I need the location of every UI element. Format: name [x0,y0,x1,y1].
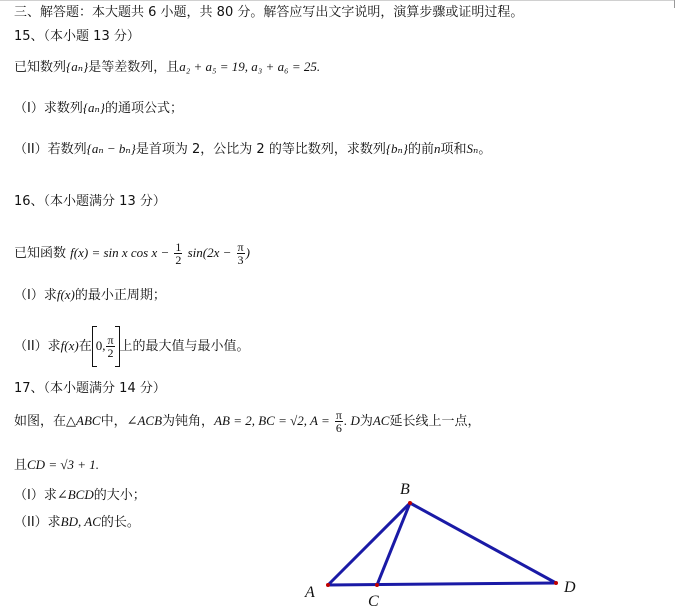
point-d [554,581,558,585]
segment-ad [328,583,556,585]
q16-p2-suffix: 上的最大值与最小值。 [119,339,250,354]
q17-p1-suffix: 的大小； [93,488,146,503]
q16-stem-eq3: ) [245,245,250,260]
q16-interval-a: 0, [95,338,106,353]
label-a: A [305,584,315,601]
q17-line2-prefix: 且 [14,458,28,473]
q17-stem-mid3: 为 [359,414,373,429]
q16-frac2-den: 3 [237,253,244,267]
q17-line2-eq: CD = √3 + 1. [27,457,100,472]
q17-p2-suffix: 的长。 [100,515,140,530]
q15-p2-end: 。 [478,142,492,157]
q17-frac-den: 6 [335,421,342,435]
q17-stem-eq2: . D [343,413,360,428]
q17-p1-angle: ∠BCD [56,487,94,502]
q15-p2-mid3: 项和 [440,142,467,157]
q17-stem-tri: △ABC [66,413,101,428]
q17-stem-mid2: 为钝角， [162,414,215,429]
q15-p2-mid2: 的前 [408,142,435,157]
q17-stem-angle: ∠ACB [126,413,163,428]
q17-stem-end: 延长线上一点， [389,414,481,429]
label-b: B [400,481,410,498]
segment-bd [410,503,556,583]
point-a [326,583,330,587]
q15-title: 15、（本小题 13 分） [14,29,140,44]
q15-p2-mid: 是首项为 2，公比为 2 的等比数列，求数列 [135,142,386,157]
segment-bc [377,503,410,585]
q15-p2-n: n [434,141,441,156]
q17-stem-eq: AB = 2, BC = √2, A = [214,413,330,428]
q16-stem-prefix: 已知函数 [14,246,67,261]
label-c: C [368,593,379,609]
q15-stem-eq: a₂ + a₅ = 19, a₃ + a₆ = 25. [179,59,321,74]
q17-p1-prefix: （I）求 [14,488,57,503]
q15-p1-set: {aₙ} [82,100,106,115]
q15-stem-set: {aₙ} [66,59,89,74]
q16-title: 16、（本小题满分 13 分） [14,194,166,209]
q17-title: 17、（本小题满分 14 分） [14,381,166,396]
q16-stem-eq2: sin(2x − [187,245,232,260]
q15-p2-set: {aₙ − bₙ} [86,141,136,156]
q15-p2-S: Sₙ [466,141,479,156]
q16-frac1-num: 1 [175,240,182,254]
label-d: D [564,579,576,596]
q16-p2-fx: f(x) [60,338,79,353]
q16-frac1-den: 2 [175,253,182,267]
q16-frac3-den: 2 [107,346,114,360]
q17-p2-prefix: （II）求 [14,515,61,530]
q17-stem-prefix: 如图，在 [14,414,67,429]
section-header: 三、解答题：本大题共 6 小题，共 80 分。解答应写出文字说明，演算步骤或证明过程。 [14,5,524,20]
q15-p2-set2: {bₙ} [385,141,409,156]
point-b [408,501,412,505]
point-c [375,583,379,587]
q16-p2-in: 在 [78,339,92,354]
q16-stem-eq: f(x) = sin x cos x − [70,245,170,260]
q17-stem-mid: 中， [100,414,127,429]
q16-p1-fx: f(x) [56,287,75,302]
q15-stem-mid: 是等差数列，且 [88,60,180,75]
q16-frac3-num: π [107,333,114,347]
segment-ab [328,503,410,585]
q17-p2-seg: BD, AC [60,514,101,529]
q15-stem-prefix: 已知数列 [14,60,67,75]
q15-p1-suffix: 的通项公式； [105,101,184,116]
q16-p1-prefix: （I）求 [14,288,57,303]
q17-stem-AC: AC [372,413,390,428]
q16-p1-suffix: 的最小正周期； [74,288,166,303]
q15-p2-prefix: （II）若数列 [14,142,87,157]
q16-frac2-num: π [237,240,244,254]
q17-frac-num: π [335,408,342,422]
q15-p1-prefix: （I）求数列 [14,101,83,116]
q16-p2-prefix: （II）求 [14,339,61,354]
